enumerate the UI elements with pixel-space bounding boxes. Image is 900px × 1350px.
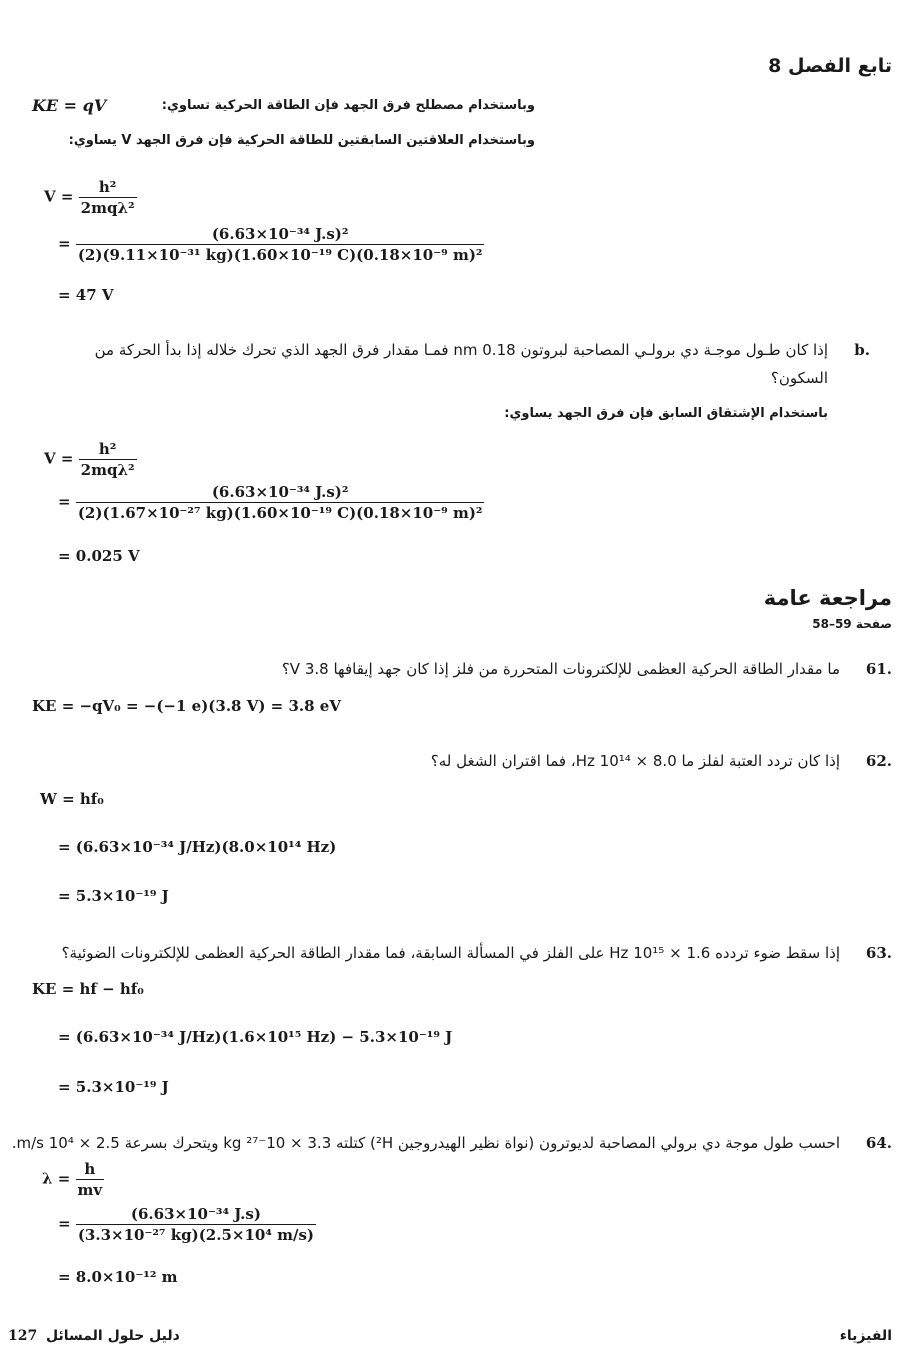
q63-line-1: KE = hf − hf₀ <box>32 980 144 998</box>
part-a-result: = 47 V <box>58 286 114 304</box>
q62-question: إذا كان تردد العتبة لفلز ما 8.0 × 10¹⁴ Hz، فما اقتران الشغل له؟ <box>430 752 840 770</box>
part-b-result: = 0.025 V <box>58 547 140 565</box>
q62-number: 62. <box>865 752 892 770</box>
q63-line-2: = (6.63×10⁻³⁴ J/Hz)(1.6×10¹⁵ Hz) − 5.3×10⁻¹⁹ J <box>58 1028 453 1046</box>
part-a-v-formula: V = $\frac{\text{h²}}{\text{2mqλ²}}$ <box>44 178 135 217</box>
q63-question: إذا سقط ضوء تردده 1.6 × 10¹⁵ Hz على الفلز في المسألة السابقة، فما مقدار الطاقة الحركية العظمى للإلكترونات الضوئية؟ <box>61 944 840 962</box>
review-pages: صفحة 59–58 <box>812 617 892 631</box>
part-b-v-formula: V = $\frac{\text{h²}}{\text{2mqλ²}}$ <box>44 440 135 479</box>
part-a-text-1: وباستخدام مصطلح فرق الجهد فإن الطاقة الحركية تساوي: <box>161 98 535 113</box>
q61-number: 61. <box>865 660 892 678</box>
footer-page-number: 127 <box>8 1328 38 1344</box>
q61-answer: KE = −qV₀ = −(−1 e)(3.8 V) = 3.8 eV <box>32 697 341 715</box>
q64-question: احسب طول موجة دي برولي المصاحبة لديوترون (نواة نظير الهيدروجين ²H) كتلته 3.3 × 10⁻²⁷ kg ويتحرك بسرعة 2.5 × 10⁴ m/s. <box>11 1134 840 1152</box>
part-a-substitution: = $\frac{\text{(6.63×10⁻³⁴ J.s)²}}{\text{(2)(9.11×10⁻³¹ kg)(1.60×10⁻¹⁹ C)(0.18×10⁻⁹ m)²}}$ <box>58 225 483 264</box>
footer-subject: الفيزياء <box>839 1328 892 1344</box>
part-b-substitution: = $\frac{\text{(6.63×10⁻³⁴ J.s)²}}{\text{(2)(1.67×10⁻²⁷ kg)(1.60×10⁻¹⁹ C)(0.18×10⁻⁹ m)²}}$ <box>58 483 483 522</box>
chapter-title: تابع الفصل 8 <box>768 55 892 77</box>
part-a-text-2: وباستخدام العلاقتين السابقتين للطاقة الحركية فإن فرق الجهد V يساوي: <box>68 133 535 148</box>
part-b-label: b. <box>854 341 870 359</box>
review-title: مراجعة عامة <box>763 586 892 610</box>
part-b-question-line-1: إذا كان طـول موجـة دي برولـي المصاحبة لبروتون 0.18 nm فمـا مقدار فرق الجهد الذي تحرك خلاله إذا بدأ الحركة من <box>94 341 828 359</box>
part-b-derivation-text: باستخدام الإشتقاق السابق فإن فرق الجهد يساوي: <box>504 406 828 421</box>
q63-number: 63. <box>865 944 892 962</box>
part-a-ke-formula: KE = qV <box>32 96 107 115</box>
q61-question: ما مقدار الطاقة الحركية العظمى للإلكترونات المتحررة من فلز إذا كان جهد إيقافها 3.8 V؟ <box>281 660 840 678</box>
part-b-question-line-2: السكون؟ <box>770 369 828 387</box>
q62-line-2: = (6.63×10⁻³⁴ J/Hz)(8.0×10¹⁴ Hz) <box>58 838 337 856</box>
q64-result: = 8.0×10⁻¹² m <box>58 1268 178 1286</box>
q64-lambda-formula: λ = $\frac{h}{mv}$ <box>42 1160 103 1199</box>
q64-number: 64. <box>865 1134 892 1152</box>
footer-book-title: دليل حلول المسائل <box>46 1328 180 1344</box>
q62-line-3: = 5.3×10⁻¹⁹ J <box>58 887 169 905</box>
q64-substitution: = $\frac{\text{(6.63×10⁻³⁴ J.s)}}{\text{(3.3×10⁻²⁷ kg)(2.5×10⁴ m/s)}}$ <box>58 1205 315 1244</box>
q63-line-3: = 5.3×10⁻¹⁹ J <box>58 1078 169 1096</box>
q62-line-1: W = hf₀ <box>40 790 104 808</box>
